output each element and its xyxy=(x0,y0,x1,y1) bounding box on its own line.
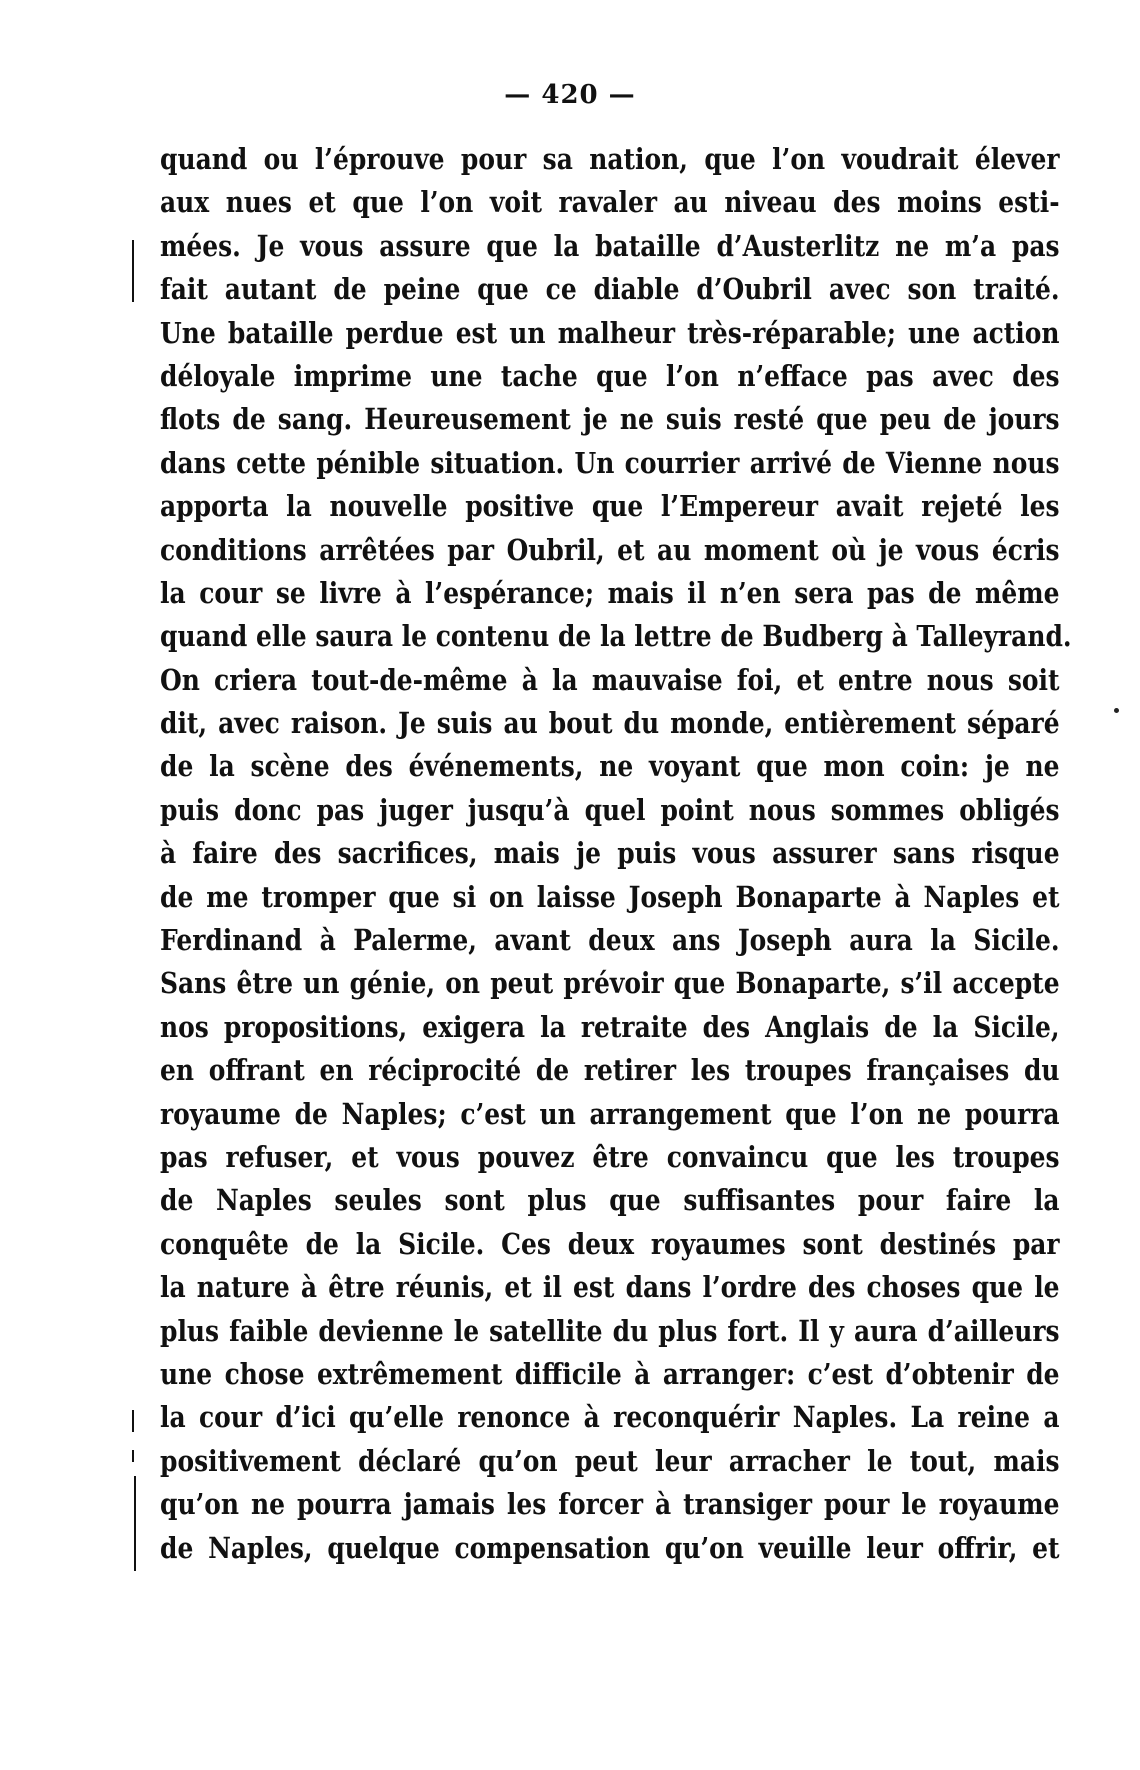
text-line: déloyale imprime une tache que l’on n’efface pas avec des xyxy=(160,358,1060,393)
text-line: quand ou l’éprouve pour sa nation, que l’on voudrait élever xyxy=(160,142,1060,176)
text-line: On criera tout-de-même à la mauvaise foi, et entre nous soit xyxy=(160,662,1060,697)
text-line: plus faible devienne le satellite du plus fort. Il y aura d’ailleurs xyxy=(160,1313,1060,1348)
text-line: aux nues et que l’on voit ravaler au niveau des moins esti- xyxy=(160,185,1060,220)
body-text xyxy=(160,138,1072,1570)
text-line: conquête de la Sicile. Ces deux royaumes sont destinés par xyxy=(160,1226,1060,1261)
text-line: positivement déclaré qu’on peut leur arracher le tout, mais xyxy=(160,1443,1060,1478)
margin-mark xyxy=(134,1476,136,1571)
text-line: pas refuser, et vous pouvez être convaincu que les troupes xyxy=(160,1139,1060,1174)
text-line: de me tromper que si on laisse Joseph Bonaparte à Naples et xyxy=(160,879,1060,914)
text-line: Ferdinand à Palerme, avant deux ans Joseph aura la Sicile. xyxy=(160,923,1060,958)
margin-mark xyxy=(132,240,134,302)
page-number: — 420 — xyxy=(504,80,636,110)
margin-mark xyxy=(132,1410,134,1432)
text-line: fait autant de peine que ce diable d’Oubril avec son traité. xyxy=(160,272,1060,307)
text-line: mées. Je vous assure que la bataille d’Austerlitz ne m’a pas xyxy=(160,228,1060,263)
text-line: dit, avec raison. Je suis au bout du monde, entièrement séparé xyxy=(160,706,1060,741)
text-line: qu’on ne pourra jamais les forcer à transiger pour le royaume xyxy=(160,1487,1060,1522)
margin-mark xyxy=(132,1450,134,1462)
text-line: quand elle saura le contenu de la lettre de Budberg à Talleyrand. xyxy=(160,619,1072,654)
text-line: la cour se livre à l’espérance; mais il n’en sera pas de même xyxy=(160,575,1060,610)
text-line: apporta la nouvelle positive que l’Empereur avait rejeté les xyxy=(160,489,1060,524)
text-line: de Naples, quelque compensation qu’on veuille leur offrir, et xyxy=(160,1530,1060,1565)
text-line: royaume de Naples; c’est un arrangement que l’on ne pourra xyxy=(160,1096,1060,1131)
text-line: en offrant en réciprocité de retirer les troupes françaises du xyxy=(160,1053,1060,1088)
text-line: la cour d’ici qu’elle renonce à reconquérir Naples. La reine a xyxy=(160,1400,1060,1435)
text-line: dans cette pénible situation. Un courrier arrivé de Vienne nous xyxy=(160,445,1060,480)
text-line: flots de sang. Heureusement je ne suis resté que peu de jours xyxy=(160,402,1060,437)
text-line: de Naples seules sont plus que suffisantes pour faire la xyxy=(160,1183,1060,1218)
text-line: Une bataille perdue est un malheur très-réparable; une action xyxy=(160,315,1060,350)
text-line: puis donc pas juger jusqu’à quel point nous sommes obligés xyxy=(160,792,1060,827)
margin-dot xyxy=(1114,708,1119,713)
text-line: Sans être un génie, on peut prévoir que Bonaparte, s’il accepte xyxy=(160,966,1060,1001)
text-line: conditions arrêtées par Oubril, et au moment où je vous écris xyxy=(160,532,1060,567)
text-line: une chose extrêmement difficile à arranger: c’est d’obtenir de xyxy=(160,1356,1060,1391)
text-line: à faire des sacrifices, mais je puis vous assurer sans risque xyxy=(160,836,1060,871)
text-line: de la scène des événements, ne voyant que mon coin: je ne xyxy=(160,749,1060,784)
text-line: nos propositions, exigera la retraite des Anglais de la Sicile, xyxy=(160,1009,1060,1044)
text-line: la nature à être réunis, et il est dans l’ordre des choses que le xyxy=(160,1270,1060,1305)
